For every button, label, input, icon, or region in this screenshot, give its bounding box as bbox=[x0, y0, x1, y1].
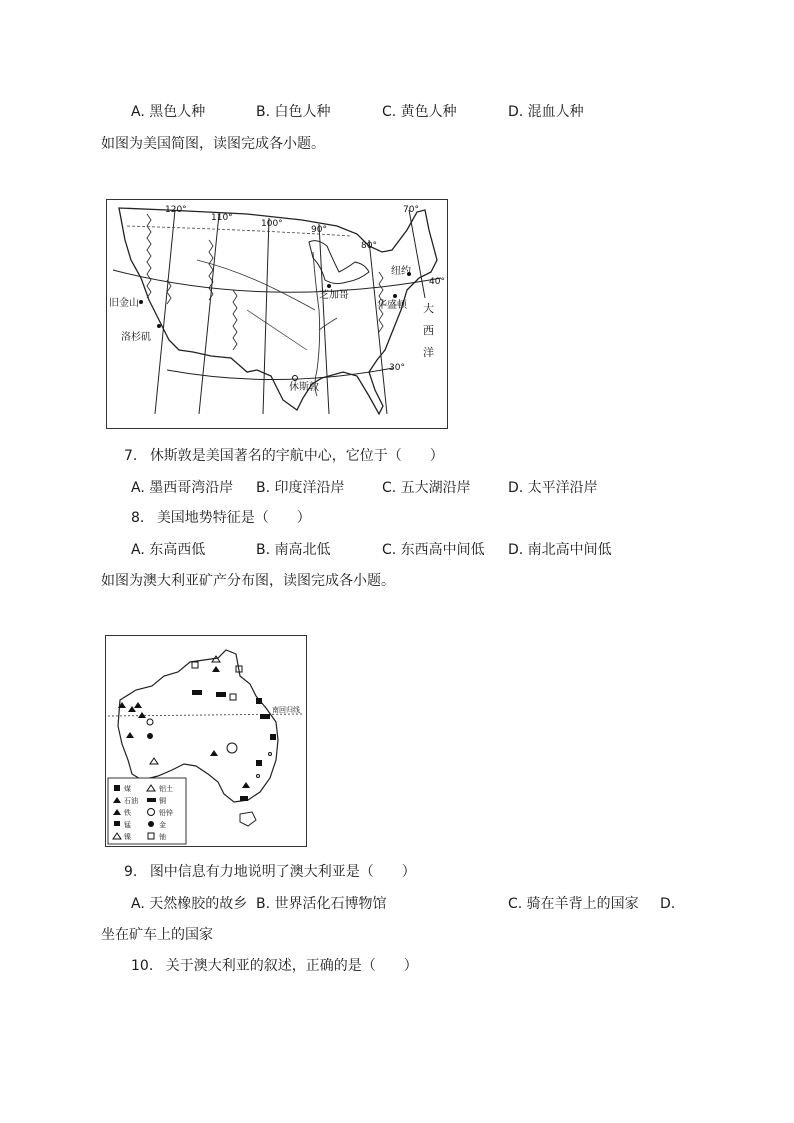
usa-map bbox=[106, 199, 448, 429]
atlantic-char-3: 洋 bbox=[423, 346, 434, 359]
q9-option-c: C. 骑在羊背上的国家 bbox=[508, 896, 639, 912]
usa-outline bbox=[119, 208, 437, 414]
rocky-mountains bbox=[147, 214, 237, 350]
lon-110-label: 110° bbox=[211, 213, 233, 223]
houston-dot bbox=[293, 376, 298, 381]
q8-text: 美国地势特征是（ ） bbox=[156, 510, 311, 526]
chicago-label: 芝加哥 bbox=[319, 290, 349, 301]
lat-40-label: 40° bbox=[429, 277, 445, 287]
australia-map bbox=[105, 635, 307, 847]
great-lakes bbox=[309, 241, 369, 284]
san-francisco-dot bbox=[139, 300, 143, 304]
legend-copper: 铜 bbox=[159, 797, 166, 805]
lon-70-label: 70° bbox=[403, 205, 419, 215]
q6-option-b: B. 白色人种 bbox=[256, 104, 331, 120]
usa-intro: 如图为美国简图，读图完成各小题。 bbox=[101, 136, 325, 152]
legend-bauxite: 铝土 bbox=[159, 785, 173, 793]
tasmania-outline bbox=[240, 812, 256, 826]
latitude-30 bbox=[167, 368, 393, 380]
legend-gold: 金 bbox=[159, 821, 166, 829]
legend-manganese: 锰 bbox=[124, 821, 131, 829]
q10-number: 10. bbox=[131, 958, 154, 974]
q9-option-b: B. 世界活化石博物馆 bbox=[256, 896, 387, 912]
q9-option-d-text: 坐在矿车上的国家 bbox=[101, 927, 213, 943]
los-angeles-dot bbox=[157, 324, 161, 328]
washington-label: 华盛顿 bbox=[377, 300, 407, 311]
q9-number: 9. bbox=[124, 864, 138, 880]
missouri-river bbox=[197, 260, 315, 310]
q9-option-d-letter: D. bbox=[660, 896, 676, 912]
legend-coal: 煤 bbox=[124, 785, 131, 793]
atlantic-char-2: 西 bbox=[423, 324, 434, 337]
lon-90-label: 90° bbox=[311, 225, 327, 235]
q10-stem bbox=[131, 956, 418, 976]
mississippi-river bbox=[313, 252, 320, 396]
legend-uranium: 铀 bbox=[159, 833, 166, 841]
q10-text: 关于澳大利亚的叙述，正确的是（ ） bbox=[165, 958, 418, 974]
tropic-line bbox=[108, 714, 304, 716]
tropic-label: 南回归线 bbox=[272, 706, 300, 714]
q9-option-a: A. 天然橡胶的故乡 bbox=[131, 896, 248, 912]
atlantic-char-1: 大 bbox=[423, 302, 434, 315]
q6-option-a: A. 黑色人种 bbox=[131, 104, 206, 120]
houston-label: 休斯敦 bbox=[289, 382, 319, 393]
q8-number: 8. bbox=[131, 510, 145, 526]
legend-oil: 石油 bbox=[124, 797, 138, 805]
q7-option-d: D. 太平洋沿岸 bbox=[508, 480, 598, 496]
new-york-label: 纽约 bbox=[391, 266, 411, 277]
chicago-dot bbox=[327, 284, 331, 288]
legend-nickel: 镍 bbox=[124, 833, 131, 841]
q6-option-c: C. 黄色人种 bbox=[382, 104, 457, 120]
legend-iron: 铁 bbox=[124, 809, 131, 817]
lon-80-label: 80° bbox=[361, 241, 377, 251]
q7-text: 休斯敦是美国著名的宇航中心，它位于（ ） bbox=[149, 448, 444, 464]
lon-100-label: 100° bbox=[261, 219, 283, 229]
washington-dot bbox=[393, 294, 397, 298]
q7-number: 7. bbox=[124, 448, 138, 464]
aus-intro: 如图为澳大利亚矿产分布图，读图完成各小题。 bbox=[101, 573, 395, 589]
q8-option-c: C. 东西高中间低 bbox=[382, 542, 485, 558]
q9-text: 图中信息有力地说明了澳大利亚是（ ） bbox=[149, 864, 416, 880]
q8-option-b: B. 南高北低 bbox=[256, 542, 331, 558]
san-francisco-label: 旧金山 bbox=[109, 298, 139, 309]
legend-lead-zinc: 铅锌 bbox=[159, 809, 173, 817]
q8-option-a: A. 东高西低 bbox=[131, 542, 206, 558]
lat-30-label: 30° bbox=[389, 363, 405, 373]
q9-stem bbox=[124, 862, 416, 882]
q6-option-d: D. 混血人种 bbox=[508, 104, 584, 120]
q7-stem bbox=[124, 446, 444, 466]
ohio-river bbox=[319, 318, 337, 330]
q7-option-a: A. 墨西哥湾沿岸 bbox=[131, 480, 234, 496]
q7-option-b: B. 印度洋沿岸 bbox=[256, 480, 345, 496]
q8-option-d: D. 南北高中间低 bbox=[508, 542, 612, 558]
lon-120-label: 120° bbox=[165, 205, 187, 215]
los-angeles-label: 洛杉矶 bbox=[121, 332, 151, 343]
q8-stem bbox=[131, 508, 311, 528]
arkansas-river bbox=[247, 310, 307, 350]
q7-option-c: C. 五大湖沿岸 bbox=[382, 480, 471, 496]
